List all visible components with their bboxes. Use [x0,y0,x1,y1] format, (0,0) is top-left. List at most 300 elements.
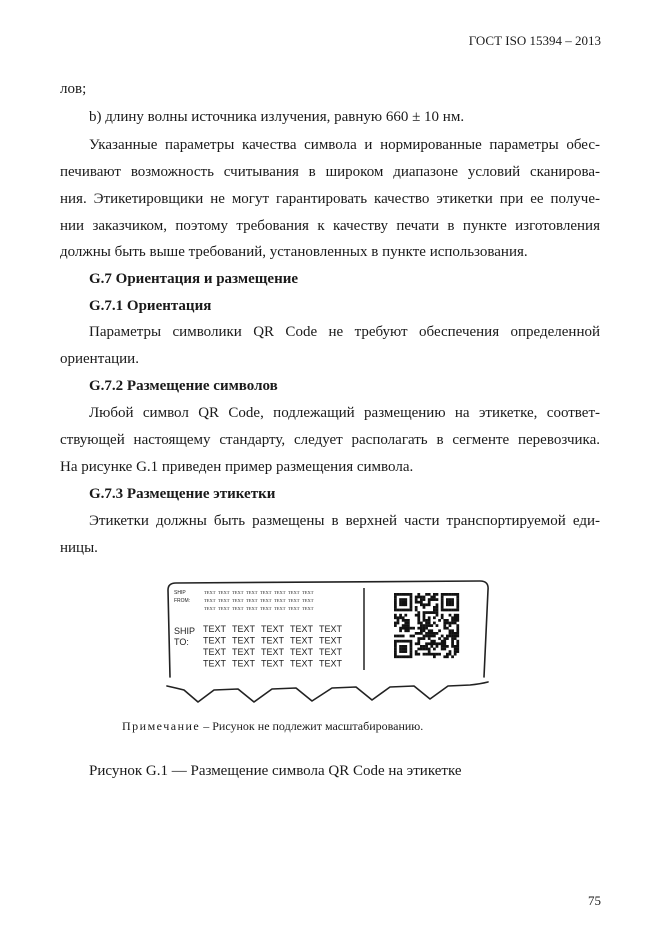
qr-module [456,627,459,630]
qr-module [404,650,407,653]
qr-module [433,655,436,658]
qr-module [456,603,459,606]
qr-module [451,635,454,638]
qr-module [441,616,444,619]
qr-module [451,642,454,645]
qr-module [451,593,454,596]
qr-module [441,593,444,596]
qr-module [417,616,420,619]
placeholder-text-large: TEXT [203,658,227,669]
qr-module [407,655,410,658]
section-heading-g72: G.7.2 Размещение символов [89,378,278,394]
qr-module [399,635,402,638]
qr-module [423,635,426,638]
qr-module [436,609,439,612]
qr-module [404,645,407,648]
qr-module [446,593,449,596]
qr-module [436,606,439,609]
qr-module [436,645,439,648]
qr-module [399,627,402,630]
qr-module [417,637,420,640]
qr-module [425,653,428,656]
qr-module [441,635,444,638]
qr-module [428,642,431,645]
qr-module [443,622,446,625]
placeholder-text-small: TEXT [260,606,272,611]
qr-module [425,603,428,606]
qr-module [394,650,397,653]
qr-module [433,616,436,619]
body-line-2: b) длину волны источника излучения, равную 660 ± 10 нм. [89,109,465,125]
qr-module [394,645,397,648]
qr-module [404,624,407,627]
qr-module [449,593,452,596]
qr-module [415,601,418,604]
qr-module [397,655,400,658]
qr-module [410,640,413,643]
qr-module [412,635,415,638]
qr-module [423,616,426,619]
qr-module [454,616,457,619]
body-line-8: Параметры символики QR Code не требуют обеспечения определенной [89,324,600,340]
qr-module [407,629,410,632]
qr-module [428,593,431,596]
qr-module [415,614,418,617]
qr-module [402,645,405,648]
qr-module [412,627,415,630]
qr-module [425,593,428,596]
figure-note [122,719,423,734]
qr-module [394,596,397,599]
qr-module [410,648,413,651]
qr-module [428,632,431,635]
qr-module [449,635,452,638]
qr-module [402,598,405,601]
qr-module [443,609,446,612]
qr-module [404,640,407,643]
qr-module [441,606,444,609]
qr-module [456,606,459,609]
qr-module [436,614,439,617]
qr-module [394,655,397,658]
qr-module [407,627,410,630]
qr-module [449,614,452,617]
qr-module [454,653,457,656]
section-heading-g73: G.7.3 Размещение этикетки [89,486,276,502]
figure-note-prefix: Примечание [122,719,201,733]
qr-module [436,653,439,656]
qr-module [394,598,397,601]
placeholder-text-large: TEXT [261,624,285,634]
body-line-10: Любой символ QR Code, подлежащий размещению на этикетке, соответ- [89,405,600,421]
qr-module [443,645,446,648]
qr-module [441,609,444,612]
qr-module [399,603,402,606]
qr-module [443,648,446,651]
placeholder-text-small: TEXT [288,590,300,595]
body-line-4: печивают возможность считывания в широком диапазоне условий сканирова- [60,164,600,180]
qr-module [425,632,428,635]
qr-module [417,601,420,604]
qr-module [430,629,433,632]
qr-module [428,616,431,619]
qr-module [417,614,420,617]
placeholder-text-large: TEXT [261,635,285,646]
qr-module [415,642,418,645]
qr-module [423,598,426,601]
qr-module [425,611,428,614]
qr-module [404,655,407,658]
qr-module [425,645,428,648]
body-line-6: нии заказчиком, поэтому требования к качеству печати в пункте изготовления [60,218,600,234]
qr-module [428,624,431,627]
qr-module [410,603,413,606]
qr-module [402,593,405,596]
qr-module [404,601,407,604]
qr-module [402,650,405,653]
qr-module [454,650,457,653]
qr-module [423,653,426,656]
placeholder-text-small: TEXT [218,590,230,595]
qr-module [397,635,400,638]
qr-module [394,616,397,619]
qr-module [456,635,459,638]
qr-module [407,622,410,625]
qr-module [446,645,449,648]
qr-module [397,619,400,622]
qr-module [446,637,449,640]
qr-module [404,627,407,630]
placeholder-text-large: TEXT [290,635,314,646]
qr-module [441,596,444,599]
qr-module [430,632,433,635]
qr-module [451,616,454,619]
qr-module [423,603,426,606]
qr-module [397,616,400,619]
qr-module [449,598,452,601]
qr-module [399,648,402,651]
placeholder-text-small: TEXT [260,598,272,603]
qr-module [428,650,431,653]
placeholder-text-small: TEXT [246,606,258,611]
qr-module [456,629,459,632]
qr-module [399,645,402,648]
page-number: 75 [588,893,601,908]
qr-module [451,632,454,635]
qr-module [446,601,449,604]
qr-module [454,648,457,651]
qr-module [394,648,397,651]
qr-module [446,619,449,622]
qr-module [430,635,433,638]
placeholder-text-small: TEXT [274,598,286,603]
qr-module [410,653,413,656]
qr-module [433,593,436,596]
qr-module [441,645,444,648]
qr-module [451,603,454,606]
qr-module [430,642,433,645]
placeholder-text-small: TEXT [204,606,216,611]
section-heading-g71: G.7.1 Ориентация [89,298,212,314]
qr-module [397,609,400,612]
qr-module [456,632,459,635]
placeholder-text-large: TEXT [290,658,314,669]
qr-module [433,648,436,651]
qr-module [404,609,407,612]
qr-module [456,640,459,643]
qr-module [402,624,405,627]
qr-module [436,624,439,627]
qr-module [451,619,454,622]
qr-module [420,601,423,604]
qr-module [394,642,397,645]
qr-module [402,601,405,604]
qr-module [410,627,413,630]
qr-module [454,635,457,638]
qr-module [417,596,420,599]
qr-module [404,622,407,625]
placeholder-text-small: TEXT [288,606,300,611]
placeholder-text-small: TEXT [288,598,300,603]
qr-module [410,642,413,645]
qr-module [449,624,452,627]
placeholder-text-small: TEXT [218,606,230,611]
qr-module [407,609,410,612]
qr-module [433,622,436,625]
qr-module [397,640,400,643]
qr-module [394,606,397,609]
qr-module [441,640,444,643]
shipping-label-figure [162,578,492,710]
qr-module [394,601,397,604]
qr-module [423,645,426,648]
qr-module [425,642,428,645]
qr-module [451,655,454,658]
qr-module [394,624,397,627]
body-line-5: ния. Этикетировщики не могут гарантировать качество этикетки при ее получе- [60,191,600,207]
qr-module [428,622,431,625]
qr-module [436,611,439,614]
qr-module [415,653,418,656]
qr-module [433,632,436,635]
placeholder-text-small: TEXT [302,590,314,595]
qr-module [456,601,459,604]
qr-module [451,645,454,648]
qr-module [428,629,431,632]
placeholder-text-small: TEXT [246,598,258,603]
qr-module [430,640,433,643]
qr-module [410,601,413,604]
qr-module [404,593,407,596]
qr-module [441,648,444,651]
qr-module [423,606,426,609]
qr-module [428,598,431,601]
qr-module [420,648,423,651]
qr-module [420,627,423,630]
placeholder-text-large: TEXT [290,647,314,657]
qr-module [410,593,413,596]
qr-module [402,619,405,622]
body-line-3: Указанные параметры качества символа и нормированные параметры обес- [89,137,600,153]
qr-module [420,598,423,601]
placeholder-text-large: TEXT [232,647,256,657]
qr-module [399,655,402,658]
qr-module [451,622,454,625]
qr-module [394,640,397,643]
qr-module [420,596,423,599]
placeholder-text-small: TEXT [246,590,258,595]
placeholder-text-large: TEXT [290,624,314,634]
qr-module [423,611,426,614]
qr-module [420,624,423,627]
body-line-9: ориентации. [60,351,139,367]
qr-module [449,650,452,653]
qr-module [443,655,446,658]
qr-module [436,642,439,645]
qr-module [402,640,405,643]
qr-module [449,603,452,606]
placeholder-text-large: TEXT [203,624,227,634]
ship-from-label: SHIP FROM: [174,590,191,604]
qr-module [438,637,441,640]
qr-module [407,619,410,622]
qr-module [399,650,402,653]
qr-module [394,603,397,606]
qr-module [456,624,459,627]
qr-module [433,598,436,601]
qr-module [436,598,439,601]
placeholder-text-small: TEXT [274,606,286,611]
qr-module [441,614,444,617]
placeholder-text-large: TEXT [319,647,343,657]
qr-module [443,624,446,627]
qr-module [430,598,433,601]
qr-module [420,603,423,606]
qr-module [449,629,452,632]
qr-module [428,601,431,604]
qr-module [433,653,436,656]
placeholder-text-large: TEXT [261,647,285,657]
qr-module [454,637,457,640]
body-line-14: ницы. [60,540,98,556]
qr-module [449,622,452,625]
qr-module [415,606,418,609]
qr-module [433,640,436,643]
qr-module [449,632,452,635]
qr-module [415,596,418,599]
qr-module [438,653,441,656]
qr-module [420,645,423,648]
qr-module [425,622,428,625]
qr-module [402,635,405,638]
qr-module [410,635,413,638]
qr-module [430,645,433,648]
placeholder-text-large: TEXT [319,658,343,669]
qr-module [423,624,426,627]
qr-module [451,609,454,612]
qr-module [404,619,407,622]
qr-module [433,606,436,609]
qr-module [454,609,457,612]
qr-module [425,648,428,651]
qr-module [446,622,449,625]
qr-module [420,632,423,635]
placeholder-text-small: TEXT [302,606,314,611]
qr-module [417,640,420,643]
qr-module [423,629,426,632]
qr-module [417,653,420,656]
qr-module [402,603,405,606]
qr-module [446,603,449,606]
ship-to-text-block [203,624,343,669]
qr-module [430,596,433,599]
qr-module [407,624,410,627]
qr-module [451,629,454,632]
qr-module [446,655,449,658]
qr-module [394,622,397,625]
qr-module [446,598,449,601]
ship-to-label: SHIP TO: [174,626,195,647]
body-line-11: ствующей настоящему стандарту, следует располагать в сегменте перевозчика. [60,432,600,448]
placeholder-text-large: TEXT [232,658,256,669]
qr-module [399,616,402,619]
figure-caption: Рисунок G.1 — Размещение символа QR Code на этикетке [89,763,462,779]
section-heading-g7: G.7 Ориентация и размещение [89,271,299,287]
qr-module [394,614,397,617]
qr-module [399,640,402,643]
qr-module [420,622,423,625]
placeholder-text-large: TEXT [261,658,285,669]
qr-module [438,642,441,645]
placeholder-text-small: TEXT [232,590,244,595]
qr-module [402,616,405,619]
qr-module [443,593,446,596]
qr-module [417,648,420,651]
qr-module [449,609,452,612]
qr-module [425,619,428,622]
placeholder-text-small: TEXT [232,598,244,603]
qr-module [449,653,452,656]
qr-module [404,648,407,651]
qr-module [410,609,413,612]
qr-module [456,614,459,617]
qr-module [456,650,459,653]
qr-module [404,598,407,601]
qr-module [433,642,436,645]
qr-code-icon [394,593,459,658]
qr-module [456,596,459,599]
qr-module [433,596,436,599]
qr-module [394,593,397,596]
qr-module [433,609,436,612]
qr-module [430,653,433,656]
qr-module [428,611,431,614]
qr-module [441,601,444,604]
qr-module [399,601,402,604]
qr-module [399,614,402,617]
qr-module [410,655,413,658]
qr-module [428,648,431,651]
qr-module [441,642,444,645]
qr-module [404,603,407,606]
qr-module [417,642,420,645]
qr-module [404,614,407,617]
qr-module [399,629,402,632]
qr-module [394,609,397,612]
placeholder-text-small: TEXT [274,590,286,595]
qr-module [425,635,428,638]
placeholder-text-large: TEXT [319,635,343,646]
